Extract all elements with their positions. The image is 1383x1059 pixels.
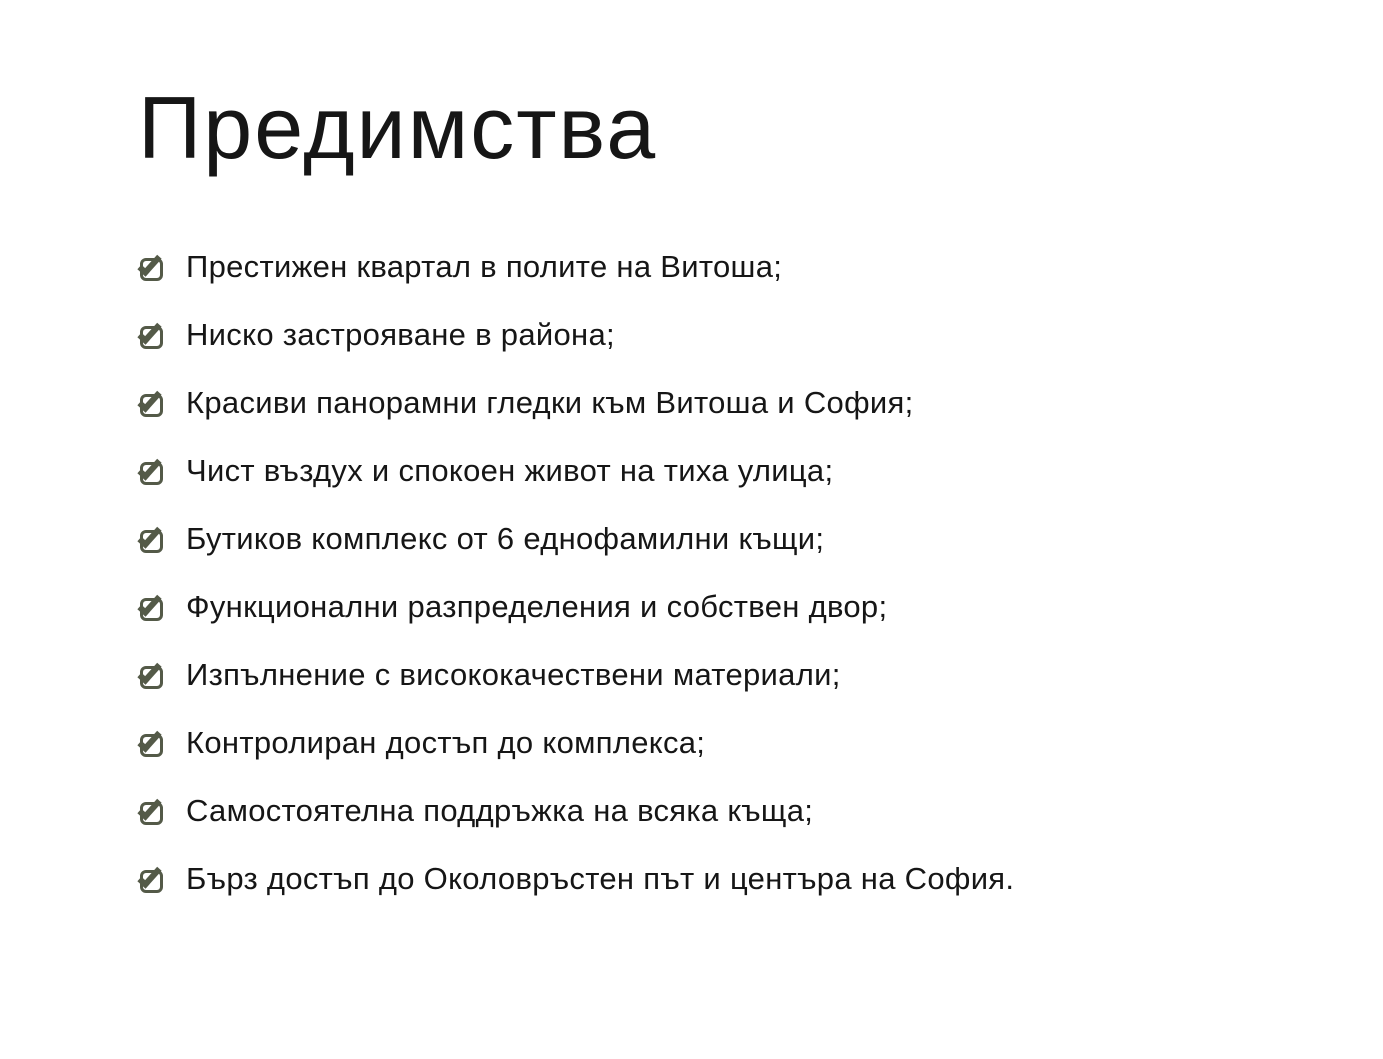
checked-checkbox-icon	[140, 660, 168, 690]
list-item-text: Чист въздух и спокоен живот на тиха улица;	[186, 453, 834, 488]
checked-checkbox-icon	[140, 728, 168, 758]
checked-checkbox-icon	[140, 456, 168, 486]
list-item	[140, 658, 1014, 692]
list-item	[140, 862, 1014, 896]
checked-checkbox-icon	[140, 524, 168, 554]
checked-checkbox-icon	[140, 796, 168, 826]
page-title: Предимства	[138, 78, 658, 177]
checked-checkbox-icon	[140, 592, 168, 622]
list-item	[140, 522, 1014, 556]
list-item	[140, 250, 1014, 284]
list-item-text: Контролиран достъп до комплекса;	[186, 725, 706, 760]
list-item	[140, 590, 1014, 624]
checked-checkbox-icon	[140, 252, 168, 282]
list-item	[140, 454, 1014, 488]
list-item-text: Изпълнение с висококачествени материали;	[186, 657, 841, 692]
list-item-text: Красиви панорамни гледки към Витоша и София;	[186, 385, 914, 420]
list-item-text: Ниско застрояване в района;	[186, 317, 615, 352]
checked-checkbox-icon	[140, 864, 168, 894]
list-item-text: Бърз достъп до Околовръстен път и центъра на София.	[186, 861, 1015, 896]
list-item-text: Бутиков комплекс от 6 еднофамилни къщи;	[186, 521, 825, 556]
checked-checkbox-icon	[140, 320, 168, 350]
list-item-text: Самостоятелна поддръжка на всяка къща;	[186, 793, 814, 828]
advantages-list	[140, 250, 1014, 896]
checked-checkbox-icon	[140, 388, 168, 418]
list-item	[140, 726, 1014, 760]
list-item-text: Функционални разпределения и собствен двор;	[186, 589, 888, 624]
list-item	[140, 318, 1014, 352]
list-item	[140, 386, 1014, 420]
list-item-text: Престижен квартал в полите на Витоша;	[186, 249, 783, 284]
list-item	[140, 794, 1014, 828]
